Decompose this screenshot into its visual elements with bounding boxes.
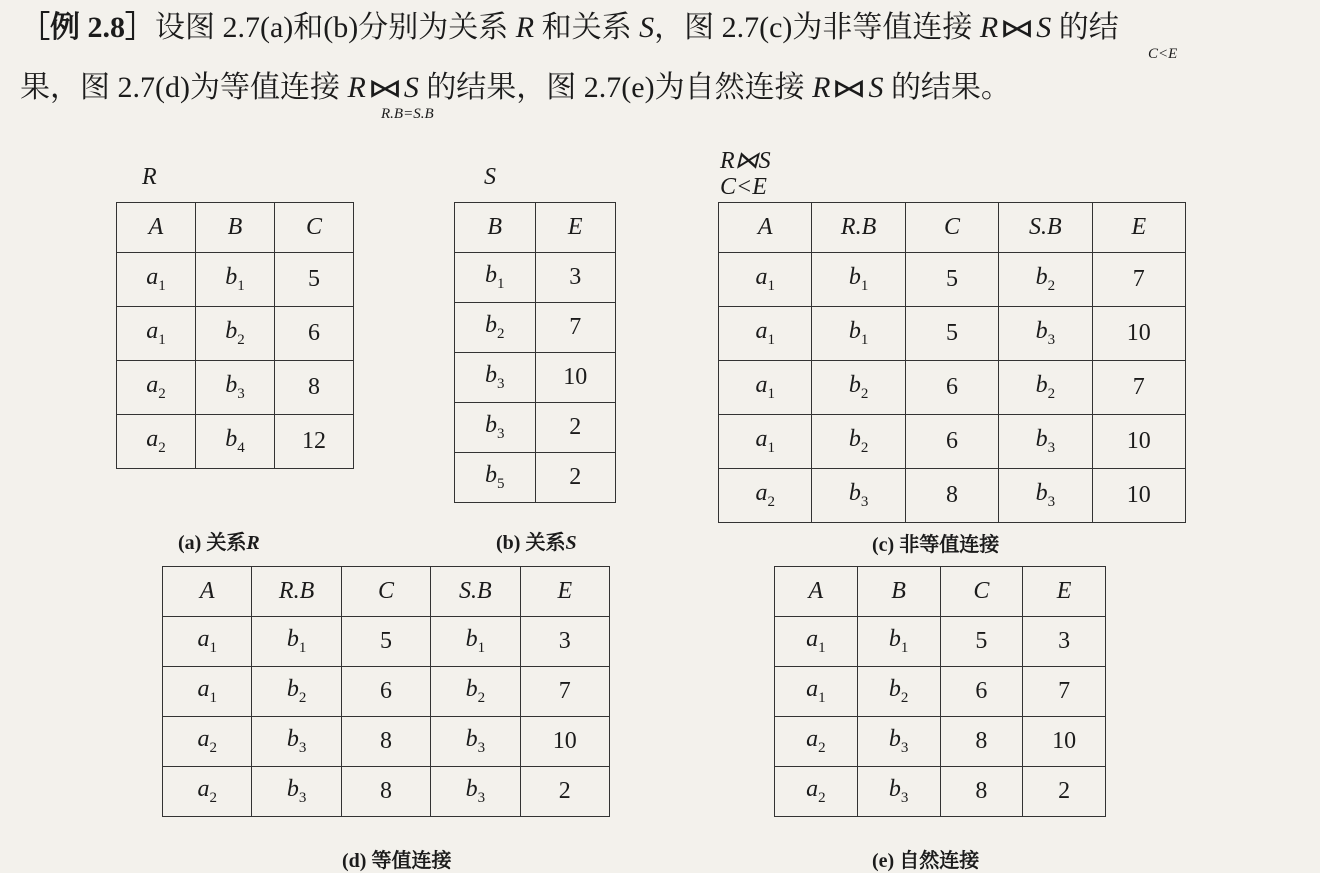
table-cell: 10 [1092, 415, 1185, 469]
table-cell: $b_2$ [431, 667, 520, 717]
table-row [117, 307, 354, 361]
table-cell: 5 [905, 253, 998, 307]
table-cell: 10 [520, 717, 609, 767]
table-cell: $b_3$ [812, 469, 905, 523]
table-cell: $b_2$ [812, 415, 905, 469]
table-cell: 7 [1092, 253, 1185, 307]
table-cell: $b_1$ [857, 617, 940, 667]
table-cell: 2 [535, 453, 616, 503]
join-symbol: ⋈ [831, 74, 867, 103]
table-cell: 8 [940, 767, 1023, 817]
table-row [455, 353, 616, 403]
table-cell: $b_3$ [455, 353, 536, 403]
table-cell: $a_2$ [117, 415, 196, 469]
table-c-label-top: R⋈S [720, 148, 771, 174]
table-equi-join [162, 566, 610, 817]
table-cell: $b_2$ [999, 253, 1092, 307]
table-row [719, 469, 1186, 523]
table-cell: $b_1$ [431, 617, 520, 667]
join-symbol: ⋈ [367, 74, 403, 103]
table-row [775, 617, 1106, 667]
table-cell: $a_1$ [117, 307, 196, 361]
table-cell: $b_3$ [431, 767, 520, 817]
caption-c: (c) 非等值连接 [872, 534, 1000, 556]
table-cell: $a_1$ [719, 253, 812, 307]
table-cell: 3 [1023, 617, 1106, 667]
table-cell: $b_2$ [455, 303, 536, 353]
column-header: A [117, 203, 196, 253]
table-cell: $a_1$ [163, 617, 252, 667]
table-cell: 6 [905, 361, 998, 415]
join-condition-c-lt-e: C<E [1148, 46, 1178, 62]
table-cell: $b_2$ [812, 361, 905, 415]
table-cell: $b_3$ [999, 307, 1092, 361]
table-row [775, 667, 1106, 717]
table-non-equi-join [718, 202, 1186, 523]
column-header: S.B [999, 203, 1092, 253]
table-cell: $a_2$ [117, 361, 196, 415]
table-cell: $b_3$ [857, 767, 940, 817]
column-header: A [163, 567, 252, 617]
caption-e: (e) 自然连接 [872, 850, 980, 872]
example-label: ［例 2.8］ [20, 11, 155, 44]
table-row [455, 253, 616, 303]
table-cell: 8 [940, 717, 1023, 767]
table-cell: $b_3$ [999, 415, 1092, 469]
column-header: S.B [431, 567, 520, 617]
table-cell: $b_3$ [196, 361, 275, 415]
table-row [719, 253, 1186, 307]
table-row [775, 717, 1106, 767]
table-cell: $a_1$ [719, 361, 812, 415]
header-row [163, 567, 610, 617]
table-cell: $b_1$ [455, 253, 536, 303]
table-cell: $a_2$ [775, 717, 858, 767]
column-header: C [940, 567, 1023, 617]
table-row [455, 403, 616, 453]
table-row [163, 717, 610, 767]
table-cell: 3 [520, 617, 609, 667]
table-natural-join [774, 566, 1106, 817]
table-cell: $b_3$ [431, 717, 520, 767]
join-symbol: ⋈ [999, 14, 1035, 43]
table-row [117, 253, 354, 307]
table-cell: $b_4$ [196, 415, 275, 469]
table-cell: $a_2$ [163, 717, 252, 767]
table-cell: $b_1$ [812, 253, 905, 307]
table-cell: 5 [905, 307, 998, 361]
table-cell: 6 [905, 415, 998, 469]
table-cell: $b_3$ [455, 403, 536, 453]
table-cell: $b_1$ [812, 307, 905, 361]
table-cell: $a_1$ [163, 667, 252, 717]
table-cell: $b_3$ [252, 767, 341, 817]
column-header: C [275, 203, 354, 253]
table-c-label-bottom: C<E [720, 174, 767, 200]
intro-line-2: 果，图 2.7(d)为等值连接 R⋈S 的结果，图 2.7(e)为自然连接 R⋈S 的结果。 [20, 68, 1011, 109]
column-header: C [905, 203, 998, 253]
table-cell: $a_1$ [775, 617, 858, 667]
table-cell: $a_2$ [163, 767, 252, 817]
column-header: A [775, 567, 858, 617]
table-cell: 2 [1023, 767, 1106, 817]
table-cell: 3 [535, 253, 616, 303]
table-cell: 6 [341, 667, 430, 717]
table-cell: $b_5$ [455, 453, 536, 503]
caption-d: (d) 等值连接 [342, 850, 452, 872]
table-cell: 8 [905, 469, 998, 523]
table-cell: 2 [535, 403, 616, 453]
column-header: E [535, 203, 616, 253]
table-cell: $b_3$ [252, 717, 341, 767]
caption-b: (b) 关系S [496, 532, 577, 554]
column-header: B [196, 203, 275, 253]
table-row [163, 667, 610, 717]
table-cell: $b_3$ [857, 717, 940, 767]
column-header: C [341, 567, 430, 617]
table-cell: 10 [1092, 307, 1185, 361]
join-condition-rb-eq-sb: R.B=S.B [381, 106, 434, 122]
table-cell: 7 [1092, 361, 1185, 415]
table-row [455, 453, 616, 503]
column-header: R.B [812, 203, 905, 253]
table-cell: $b_2$ [857, 667, 940, 717]
table-row [455, 303, 616, 353]
column-header: A [719, 203, 812, 253]
table-cell: $a_1$ [719, 307, 812, 361]
table-row [719, 415, 1186, 469]
table-cell: 10 [1092, 469, 1185, 523]
table-row [719, 361, 1186, 415]
caption-a: (a) 关系R [178, 532, 260, 554]
header-row [455, 203, 616, 253]
table-row [719, 307, 1186, 361]
column-header: B [455, 203, 536, 253]
table-cell: 2 [520, 767, 609, 817]
table-cell: 8 [275, 361, 354, 415]
header-row [719, 203, 1186, 253]
table-cell: $a_2$ [719, 469, 812, 523]
table-cell: 5 [940, 617, 1023, 667]
column-header: B [857, 567, 940, 617]
table-a-label: R [142, 164, 157, 190]
header-row [117, 203, 354, 253]
table-cell: 8 [341, 767, 430, 817]
table-cell: $b_2$ [196, 307, 275, 361]
table-cell: 10 [1023, 717, 1106, 767]
table-cell: $b_3$ [999, 469, 1092, 523]
table-relation-r [116, 202, 354, 469]
table-cell: 6 [940, 667, 1023, 717]
table-b-label: S [484, 164, 496, 190]
column-header: E [1023, 567, 1106, 617]
table-cell: $b_2$ [252, 667, 341, 717]
table-row [775, 767, 1106, 817]
table-cell: 10 [535, 353, 616, 403]
column-header: E [1092, 203, 1185, 253]
table-relation-s [454, 202, 616, 503]
table-row [163, 767, 610, 817]
table-row [117, 361, 354, 415]
table-cell: $a_1$ [719, 415, 812, 469]
table-cell: 8 [341, 717, 430, 767]
column-header: E [520, 567, 609, 617]
table-cell: $a_1$ [117, 253, 196, 307]
table-row [117, 415, 354, 469]
table-cell: $b_2$ [999, 361, 1092, 415]
column-header: R.B [252, 567, 341, 617]
intro-line-1: ［例 2.8］设图 2.7(a)和(b)分别为关系 R 和关系 S，图 2.7(c)为非等值连接 R⋈S 的结 [20, 8, 1119, 49]
table-cell: 5 [341, 617, 430, 667]
table-cell: 7 [1023, 667, 1106, 717]
table-cell: $b_1$ [196, 253, 275, 307]
table-row [163, 617, 610, 667]
table-cell: $b_1$ [252, 617, 341, 667]
table-cell: $a_1$ [775, 667, 858, 717]
table-cell: 12 [275, 415, 354, 469]
table-cell: 7 [520, 667, 609, 717]
header-row [775, 567, 1106, 617]
table-cell: 7 [535, 303, 616, 353]
table-cell: 5 [275, 253, 354, 307]
table-cell: 6 [275, 307, 354, 361]
table-cell: $a_2$ [775, 767, 858, 817]
